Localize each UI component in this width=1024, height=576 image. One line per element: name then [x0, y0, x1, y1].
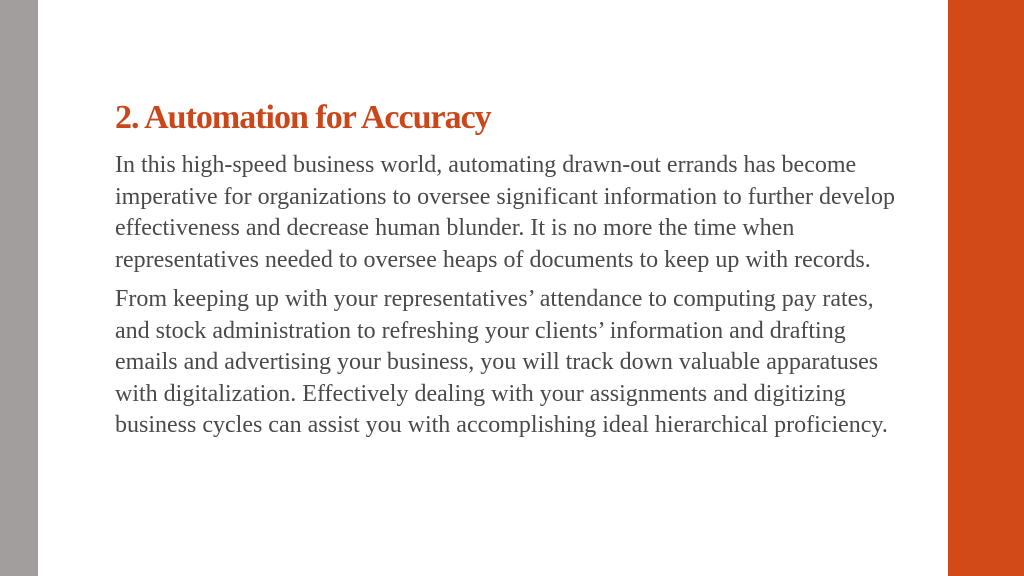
body-paragraph-1: In this high-speed business world, automating drawn-out errands has become imperative for organizations to oversee significant information to further develop effectiveness and decrease human blunder. It is no more the time when representatives needed to oversee heaps of documents to keep up with records.	[115, 152, 895, 273]
left-accent-bar	[0, 0, 38, 576]
slide-title: 2. Automation for Accuracy	[115, 99, 491, 136]
right-accent-bar	[948, 0, 1024, 576]
slide-content	[115, 96, 905, 450]
body-paragraph-2: From keeping up with your representatives’ attendance to computing pay rates, and stock administration to refreshing your clients’ information and drafting emails and advertising your business, you will track down valuable apparatuses with digitalization. Effectively dealing with your assignments and digitizing business cycles can assist you with accomplishing ideal hierarchical proficiency.	[115, 286, 888, 438]
